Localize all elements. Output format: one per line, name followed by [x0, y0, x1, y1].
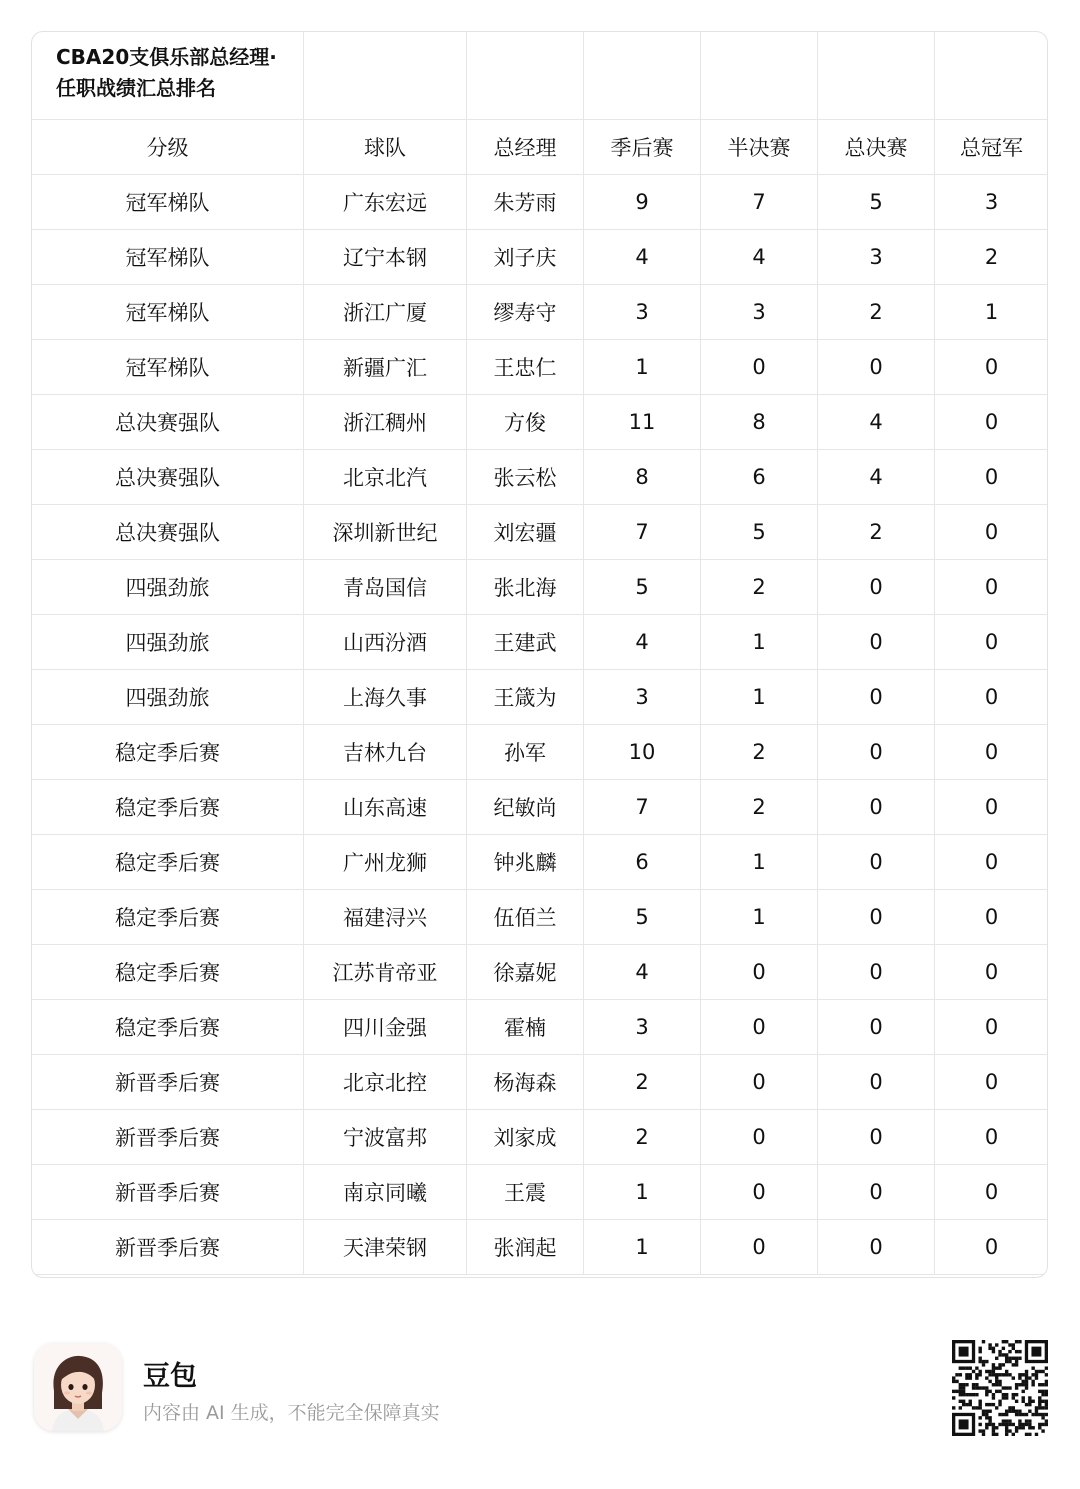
- team-cell: 浙江稠州: [304, 395, 467, 450]
- empty-cell: [701, 32, 818, 120]
- tier-cell: 稳定季后赛: [32, 835, 304, 890]
- gm-cell: 霍楠: [467, 1000, 584, 1055]
- table-row: [32, 835, 1049, 890]
- team-cell: 四川金强: [304, 1000, 467, 1055]
- finals-cell: 0: [818, 560, 935, 615]
- header-playoffs: 季后赛: [584, 120, 701, 175]
- team-cell: 宁波富邦: [304, 1110, 467, 1165]
- team-cell: 山东高速: [304, 780, 467, 835]
- championships-cell: 0: [935, 780, 1049, 835]
- empty-cell: [935, 32, 1049, 120]
- tier-cell: 总决赛强队: [32, 395, 304, 450]
- gm-cell: 张润起: [467, 1220, 584, 1275]
- header-gm: 总经理: [467, 120, 584, 175]
- playoffs-cell: 8: [584, 450, 701, 505]
- semifinals-cell: 1: [701, 890, 818, 945]
- gm-cell: 刘家成: [467, 1110, 584, 1165]
- team-cell: 广州龙狮: [304, 835, 467, 890]
- championships-cell: 0: [935, 560, 1049, 615]
- table-row: [32, 780, 1049, 835]
- gm-cell: 张北海: [467, 560, 584, 615]
- tier-cell: 冠军梯队: [32, 285, 304, 340]
- finals-cell: 0: [818, 340, 935, 395]
- tier-cell: 冠军梯队: [32, 340, 304, 395]
- gm-cell: 王震: [467, 1165, 584, 1220]
- table-row: [32, 1110, 1049, 1165]
- ranking-table-card: [31, 31, 1048, 1278]
- finals-cell: 0: [818, 1055, 935, 1110]
- gm-cell: 王箴为: [467, 670, 584, 725]
- team-cell: 辽宁本钢: [304, 230, 467, 285]
- team-cell: 北京北控: [304, 1055, 467, 1110]
- table-row: [32, 395, 1049, 450]
- semifinals-cell: 2: [701, 780, 818, 835]
- championships-cell: 0: [935, 1220, 1049, 1275]
- semifinals-cell: 3: [701, 285, 818, 340]
- finals-cell: 0: [818, 780, 935, 835]
- tier-cell: 新晋季后赛: [32, 1110, 304, 1165]
- playoffs-cell: 5: [584, 890, 701, 945]
- playoffs-cell: 4: [584, 230, 701, 285]
- table-row: [32, 615, 1049, 670]
- championships-cell: 2: [935, 230, 1049, 285]
- playoffs-cell: 1: [584, 1165, 701, 1220]
- finals-cell: 0: [818, 615, 935, 670]
- table-row: [32, 725, 1049, 780]
- header-row: [32, 120, 1049, 175]
- title-row: [32, 32, 1049, 120]
- playoffs-cell: 6: [584, 835, 701, 890]
- tier-cell: 四强劲旅: [32, 615, 304, 670]
- finals-cell: 0: [818, 1000, 935, 1055]
- playoffs-cell: 10: [584, 725, 701, 780]
- tier-cell: 冠军梯队: [32, 230, 304, 285]
- team-cell: 上海久事: [304, 670, 467, 725]
- championships-cell: 0: [935, 340, 1049, 395]
- gm-cell: 纪敏尚: [467, 780, 584, 835]
- tier-cell: 稳定季后赛: [32, 890, 304, 945]
- semifinals-cell: 5: [701, 505, 818, 560]
- playoffs-cell: 5: [584, 560, 701, 615]
- championships-cell: 0: [935, 945, 1049, 1000]
- gm-cell: 徐嘉妮: [467, 945, 584, 1000]
- championships-cell: 0: [935, 890, 1049, 945]
- playoffs-cell: 3: [584, 1000, 701, 1055]
- finals-cell: 3: [818, 230, 935, 285]
- semifinals-cell: 1: [701, 670, 818, 725]
- header-semifinals: 半决赛: [701, 120, 818, 175]
- playoffs-cell: 1: [584, 1220, 701, 1275]
- tier-cell: 稳定季后赛: [32, 945, 304, 1000]
- team-cell: 广东宏远: [304, 175, 467, 230]
- playoffs-cell: 3: [584, 670, 701, 725]
- ai-disclaimer: 内容由 AI 生成，不能完全保障真实: [143, 1402, 440, 1424]
- table-row: [32, 340, 1049, 395]
- semifinals-cell: 2: [701, 560, 818, 615]
- tier-cell: 稳定季后赛: [32, 1000, 304, 1055]
- team-cell: 江苏肯帝亚: [304, 945, 467, 1000]
- semifinals-cell: 2: [701, 725, 818, 780]
- finals-cell: 0: [818, 835, 935, 890]
- finals-cell: 0: [818, 1220, 935, 1275]
- playoffs-cell: 3: [584, 285, 701, 340]
- empty-cell: [818, 32, 935, 120]
- championships-cell: 0: [935, 1055, 1049, 1110]
- team-cell: 新疆广汇: [304, 340, 467, 395]
- gm-cell: 刘子庆: [467, 230, 584, 285]
- tier-cell: 四强劲旅: [32, 670, 304, 725]
- team-cell: 山西汾酒: [304, 615, 467, 670]
- semifinals-cell: 0: [701, 1220, 818, 1275]
- gm-cell: 张云松: [467, 450, 584, 505]
- table-title: CBA20支俱乐部总经理·任职战绩汇总排名: [32, 32, 304, 120]
- header-tier: 分级: [32, 120, 304, 175]
- gm-cell: 王建武: [467, 615, 584, 670]
- championships-cell: 0: [935, 670, 1049, 725]
- team-cell: 南京同曦: [304, 1165, 467, 1220]
- championships-cell: 0: [935, 725, 1049, 780]
- gm-cell: 钟兆麟: [467, 835, 584, 890]
- tier-cell: 四强劲旅: [32, 560, 304, 615]
- championships-cell: 0: [935, 450, 1049, 505]
- empty-cell: [467, 32, 584, 120]
- semifinals-cell: 1: [701, 615, 818, 670]
- playoffs-cell: 2: [584, 1055, 701, 1110]
- table-row: [32, 230, 1049, 285]
- empty-cell: [304, 32, 467, 120]
- gm-cell: 朱芳雨: [467, 175, 584, 230]
- finals-cell: 2: [818, 505, 935, 560]
- table-row: [32, 285, 1049, 340]
- championships-cell: 0: [935, 615, 1049, 670]
- finals-cell: 2: [818, 285, 935, 340]
- gm-cell: 刘宏疆: [467, 505, 584, 560]
- semifinals-cell: 0: [701, 1055, 818, 1110]
- gm-cell: 王忠仁: [467, 340, 584, 395]
- table-row: [32, 560, 1049, 615]
- team-cell: 北京北汽: [304, 450, 467, 505]
- brand-name: 豆包: [143, 1361, 197, 1392]
- team-cell: 深圳新世纪: [304, 505, 467, 560]
- championships-cell: 0: [935, 505, 1049, 560]
- table-row: [32, 1055, 1049, 1110]
- header-finals: 总决赛: [818, 120, 935, 175]
- table-row: [32, 1220, 1049, 1275]
- championships-cell: 0: [935, 395, 1049, 450]
- table-row: [32, 175, 1049, 230]
- playoffs-cell: 7: [584, 505, 701, 560]
- table-row: [32, 890, 1049, 945]
- playoffs-cell: 1: [584, 340, 701, 395]
- team-cell: 浙江广厦: [304, 285, 467, 340]
- championships-cell: 1: [935, 285, 1049, 340]
- finals-cell: 0: [818, 670, 935, 725]
- team-cell: 福建浔兴: [304, 890, 467, 945]
- finals-cell: 0: [818, 890, 935, 945]
- gm-cell: 方俊: [467, 395, 584, 450]
- empty-cell: [584, 32, 701, 120]
- tier-cell: 新晋季后赛: [32, 1220, 304, 1275]
- tier-cell: 稳定季后赛: [32, 725, 304, 780]
- gm-cell: 伍佰兰: [467, 890, 584, 945]
- playoffs-cell: 2: [584, 1110, 701, 1165]
- avatar-icon: [34, 1343, 122, 1431]
- semifinals-cell: 4: [701, 230, 818, 285]
- semifinals-cell: 1: [701, 835, 818, 890]
- header-team: 球队: [304, 120, 467, 175]
- playoffs-cell: 9: [584, 175, 701, 230]
- table-row: [32, 505, 1049, 560]
- tier-cell: 总决赛强队: [32, 505, 304, 560]
- table-row: [32, 670, 1049, 725]
- footer: [31, 1340, 1048, 1440]
- semifinals-cell: 8: [701, 395, 818, 450]
- team-cell: 天津荣钢: [304, 1220, 467, 1275]
- finals-cell: 0: [818, 1165, 935, 1220]
- finals-cell: 0: [818, 945, 935, 1000]
- gm-cell: 孙军: [467, 725, 584, 780]
- header-championships: 总冠军: [935, 120, 1049, 175]
- qr-code-icon[interactable]: [952, 1340, 1048, 1436]
- semifinals-cell: 0: [701, 1165, 818, 1220]
- championships-cell: 0: [935, 1165, 1049, 1220]
- team-cell: 吉林九台: [304, 725, 467, 780]
- championships-cell: 0: [935, 835, 1049, 890]
- gm-cell: 缪寿守: [467, 285, 584, 340]
- playoffs-cell: 4: [584, 945, 701, 1000]
- championships-cell: 0: [935, 1110, 1049, 1165]
- gm-cell: 杨海森: [467, 1055, 584, 1110]
- semifinals-cell: 0: [701, 945, 818, 1000]
- finals-cell: 4: [818, 450, 935, 505]
- semifinals-cell: 0: [701, 1110, 818, 1165]
- finals-cell: 0: [818, 725, 935, 780]
- table-row: [32, 1165, 1049, 1220]
- tier-cell: 新晋季后赛: [32, 1055, 304, 1110]
- championships-cell: 0: [935, 1000, 1049, 1055]
- table-row: [32, 450, 1049, 505]
- playoffs-cell: 4: [584, 615, 701, 670]
- semifinals-cell: 7: [701, 175, 818, 230]
- playoffs-cell: 11: [584, 395, 701, 450]
- tier-cell: 新晋季后赛: [32, 1165, 304, 1220]
- championships-cell: 3: [935, 175, 1049, 230]
- team-cell: 青岛国信: [304, 560, 467, 615]
- ranking-table: [31, 31, 1048, 1275]
- semifinals-cell: 0: [701, 1000, 818, 1055]
- table-row: [32, 945, 1049, 1000]
- finals-cell: 5: [818, 175, 935, 230]
- semifinals-cell: 0: [701, 340, 818, 395]
- table-row: [32, 1000, 1049, 1055]
- tier-cell: 总决赛强队: [32, 450, 304, 505]
- finals-cell: 4: [818, 395, 935, 450]
- finals-cell: 0: [818, 1110, 935, 1165]
- semifinals-cell: 6: [701, 450, 818, 505]
- playoffs-cell: 7: [584, 780, 701, 835]
- tier-cell: 稳定季后赛: [32, 780, 304, 835]
- tier-cell: 冠军梯队: [32, 175, 304, 230]
